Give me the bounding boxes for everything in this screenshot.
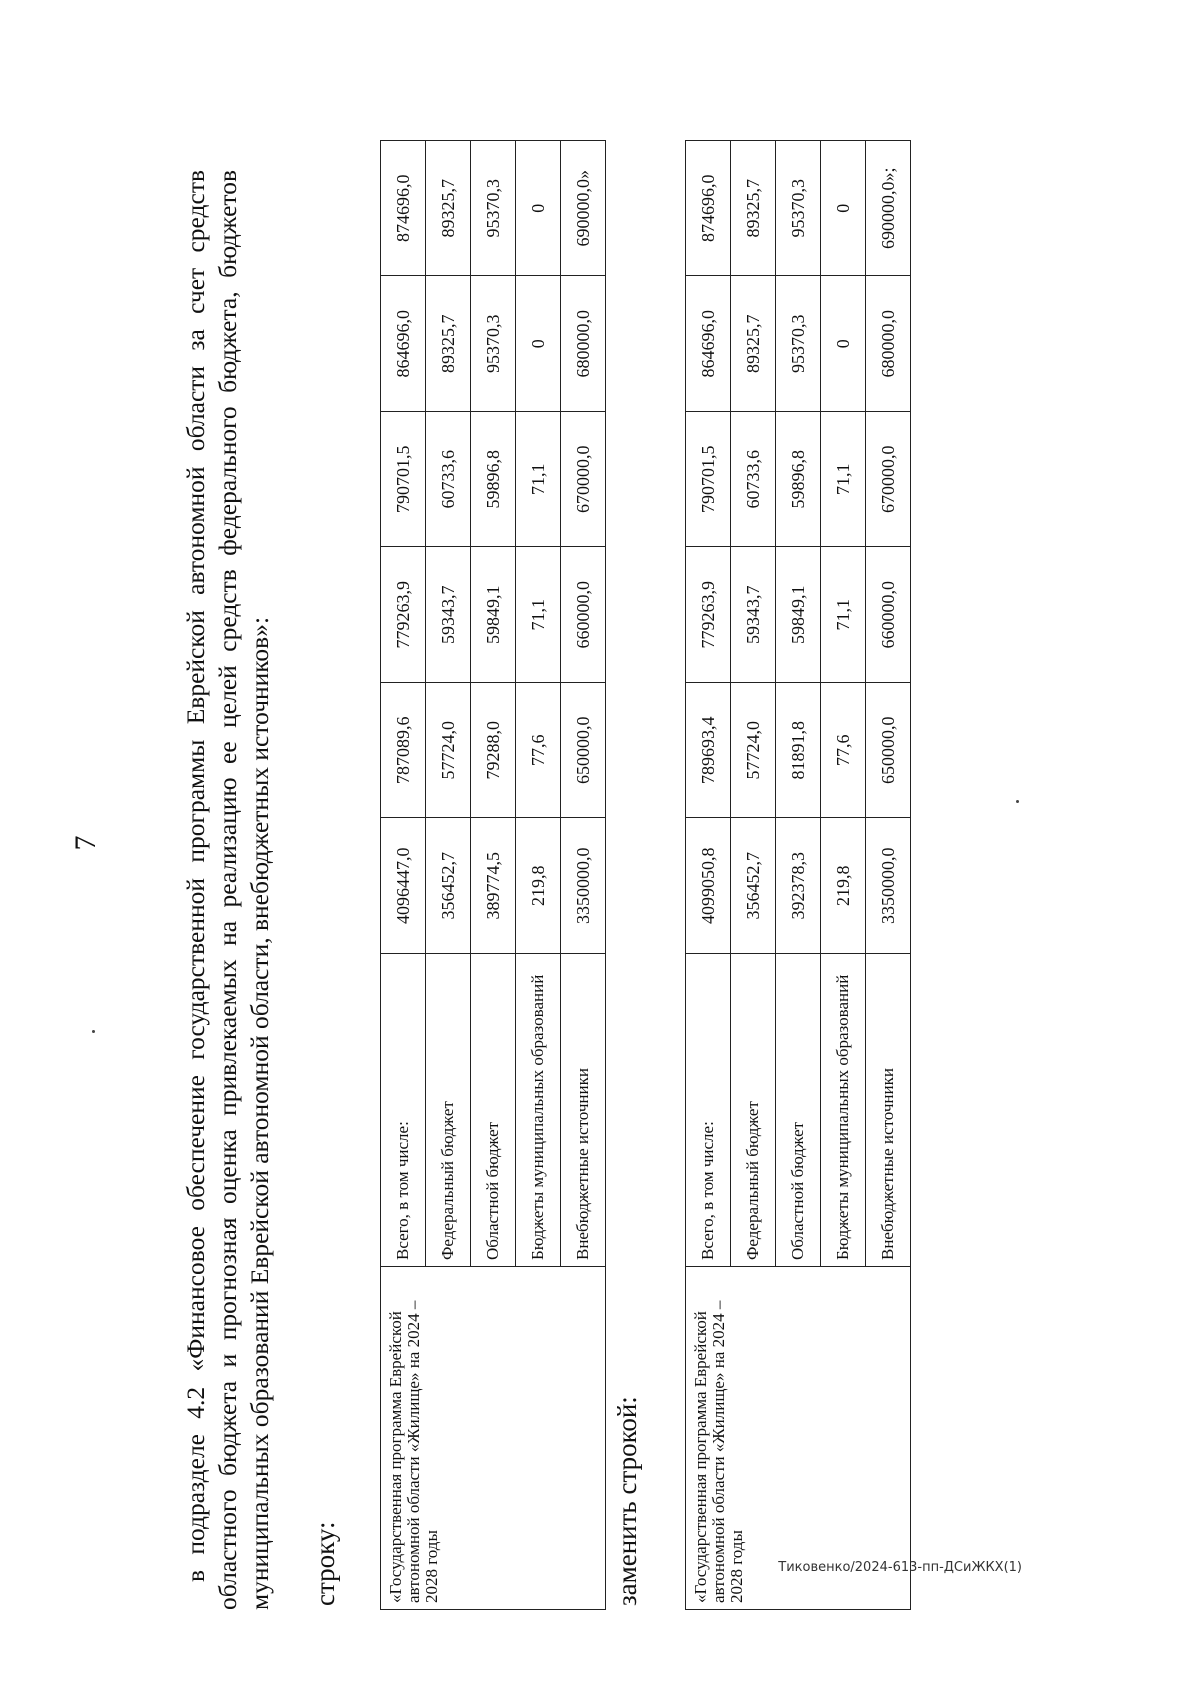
- amount-cell: 790701,5: [686, 412, 731, 548]
- funding-source-cell: Бюджеты муниципальных образований: [821, 954, 866, 1267]
- table-row: [381, 141, 426, 1610]
- amount-cell: 89325,7: [426, 276, 471, 412]
- amount-cell: 4099050,8: [686, 818, 731, 954]
- new-row-table: [685, 140, 911, 1610]
- amount-cell: 864696,0: [686, 276, 731, 412]
- amount-cell: 57724,0: [426, 683, 471, 819]
- amount-cell: 670000,0: [866, 412, 911, 548]
- amount-cell: 95370,3: [471, 141, 516, 277]
- amount-cell: 690000,0»;: [866, 141, 911, 277]
- rotated-content: [180, 90, 960, 1610]
- amount-cell: 787089,6: [381, 683, 426, 819]
- amount-cell: 0: [516, 141, 561, 277]
- amount-cell: 356452,7: [731, 818, 776, 954]
- funding-source-cell: Всего, в том числе:: [381, 954, 426, 1267]
- amount-cell: 779263,9: [686, 547, 731, 683]
- amount-cell: 790701,5: [381, 412, 426, 548]
- amount-cell: 71,1: [516, 547, 561, 683]
- funding-source-cell: Внебюджетные источники: [561, 954, 606, 1267]
- amount-cell: 389774,5: [471, 818, 516, 954]
- amount-cell: 89325,7: [426, 141, 471, 277]
- amount-cell: 89325,7: [731, 141, 776, 277]
- scan-dot: [1016, 800, 1019, 803]
- label-old-row: строку:: [310, 1521, 340, 1606]
- amount-cell: 3350000,0: [561, 818, 606, 954]
- old-row-table: [380, 140, 606, 1610]
- intro-text: в подразделе 4.2 «Финансовое обеспечение государственной программы Еврейской автономной области за счет средств областного бюджета и прогнозная оценка привлекаемых на реализацию ее целей средств федерального бюджета, бюджетов муниципальных образований Еврейской автономной области, внебюджетных источников»:: [181, 170, 274, 1610]
- document-reference: Тиковенко/2024-613-пп-ДСиЖКХ(1): [778, 1560, 1022, 1575]
- amount-cell: 660000,0: [561, 547, 606, 683]
- amount-cell: 59849,1: [471, 547, 516, 683]
- amount-cell: 81891,8: [776, 683, 821, 819]
- amount-cell: 670000,0: [561, 412, 606, 548]
- table-row: [686, 141, 731, 1610]
- amount-cell: 789693,4: [686, 683, 731, 819]
- amount-cell: 874696,0: [686, 141, 731, 277]
- amount-cell: 392378,3: [776, 818, 821, 954]
- amount-cell: 219,8: [821, 818, 866, 954]
- amount-cell: 779263,9: [381, 547, 426, 683]
- amount-cell: 95370,3: [471, 276, 516, 412]
- funding-source-cell: Областной бюджет: [471, 954, 516, 1267]
- funding-source-cell: Областной бюджет: [776, 954, 821, 1267]
- amount-cell: 0: [821, 276, 866, 412]
- program-name-cell: «Государственная программа Еврейской автономной области «Жилище» на 2024 – 2028 годы: [381, 1267, 606, 1610]
- amount-cell: 650000,0: [866, 683, 911, 819]
- amount-cell: 71,1: [821, 412, 866, 548]
- funding-source-cell: Федеральный бюджет: [731, 954, 776, 1267]
- amount-cell: 219,8: [516, 818, 561, 954]
- label-new-row: заменить строкой:: [612, 1396, 642, 1606]
- amount-cell: 660000,0: [866, 547, 911, 683]
- amount-cell: 356452,7: [426, 818, 471, 954]
- amount-cell: 864696,0: [381, 276, 426, 412]
- amount-cell: 0: [516, 276, 561, 412]
- amount-cell: 874696,0: [381, 141, 426, 277]
- page-number: 7: [69, 835, 102, 851]
- amount-cell: 59896,8: [776, 412, 821, 548]
- amount-cell: 59896,8: [471, 412, 516, 548]
- amount-cell: 60733,6: [426, 412, 471, 548]
- funding-source-cell: Всего, в том числе:: [686, 954, 731, 1267]
- amount-cell: 0: [821, 141, 866, 277]
- amount-cell: 95370,3: [776, 141, 821, 277]
- amount-cell: 4096447,0: [381, 818, 426, 954]
- amount-cell: 79288,0: [471, 683, 516, 819]
- funding-source-cell: Внебюджетные источники: [866, 954, 911, 1267]
- funding-source-cell: Федеральный бюджет: [426, 954, 471, 1267]
- amount-cell: 59343,7: [731, 547, 776, 683]
- amount-cell: 60733,6: [731, 412, 776, 548]
- amount-cell: 59849,1: [776, 547, 821, 683]
- amount-cell: 77,6: [821, 683, 866, 819]
- amount-cell: 680000,0: [561, 276, 606, 412]
- intro-paragraph: [180, 170, 276, 1610]
- funding-source-cell: Бюджеты муниципальных образований: [516, 954, 561, 1267]
- amount-cell: 59343,7: [426, 547, 471, 683]
- scan-dot: [92, 1030, 95, 1033]
- amount-cell: 690000,0»: [561, 141, 606, 277]
- amount-cell: 89325,7: [731, 276, 776, 412]
- amount-cell: 77,6: [516, 683, 561, 819]
- amount-cell: 95370,3: [776, 276, 821, 412]
- program-name-cell: «Государственная программа Еврейской автономной области «Жилище» на 2024 – 2028 годы: [686, 1267, 911, 1610]
- amount-cell: 71,1: [821, 547, 866, 683]
- amount-cell: 3350000,0: [866, 818, 911, 954]
- amount-cell: 57724,0: [731, 683, 776, 819]
- amount-cell: 650000,0: [561, 683, 606, 819]
- amount-cell: 680000,0: [866, 276, 911, 412]
- amount-cell: 71,1: [516, 412, 561, 548]
